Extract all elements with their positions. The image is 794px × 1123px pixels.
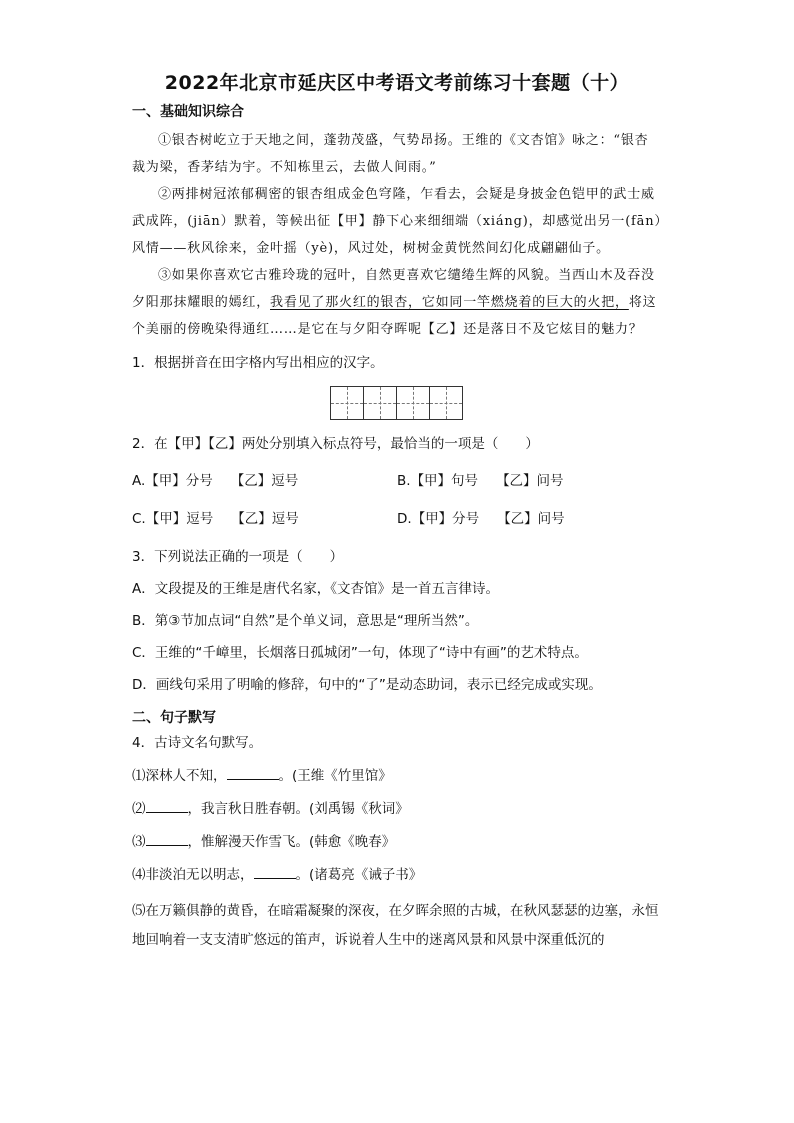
- option-a[interactable]: [132, 469, 397, 489]
- question-3: 3．下列说法正确的一项是（ ）: [132, 549, 344, 565]
- paragraph-3: [132, 262, 662, 343]
- option-part-jia: 【甲】分号: [411, 511, 480, 527]
- grid-cell[interactable]: [330, 386, 364, 420]
- paragraph-3-part-b: 将这个美丽的傍晚染得通红……是它在与夕阳夺晖呢【乙】还是落日不及它炫目的魅力？: [132, 295, 657, 337]
- underlined-sentence: 我看见了那火红的银杏，它如同一竿燃烧着的巨大的火把，: [270, 295, 629, 310]
- grid-cell[interactable]: [363, 386, 397, 420]
- doc-title: 2022年北京市延庆区中考语文考前练习十套题（十）: [164, 72, 630, 94]
- q3-option-a[interactable]: A．文段提及的王维是唐代名家，《文杏馆》是一首五言律诗。: [132, 581, 499, 597]
- section-heading-2: 二、句子默写: [132, 710, 216, 726]
- option-label: B.: [397, 473, 411, 489]
- tianzige-grid: [132, 386, 662, 420]
- answer-blank[interactable]: [227, 765, 279, 780]
- answer-blank[interactable]: [146, 798, 188, 813]
- q4-item-3: [132, 831, 662, 852]
- q3-option-c[interactable]: C．王维的“千嶂里，长烟落日孤城闭”一句，体现了“诗中有画”的艺术特点。: [132, 645, 588, 661]
- q3-option-d[interactable]: D．画线句采用了明喻的修辞，句中的“了”是动态助词，表示已经完成或实现。: [132, 677, 602, 693]
- item-suffix: ，惟解漫天作雪飞。(韩愈《晚春》: [187, 834, 396, 850]
- paragraph-3-part-a: ③如果你喜欢它古雅玲珑的冠叶，自然更喜欢它缱绻生辉的风貌。当西山木及吞没夕阳那抹耀眼的嫣红，: [132, 268, 655, 310]
- q4-item-1: [132, 765, 662, 786]
- option-label: C.: [132, 511, 146, 527]
- option-part-yi: 【乙】逗号: [230, 473, 299, 489]
- option-c[interactable]: [132, 507, 397, 527]
- paragraph-1: ①银杏树屹立于天地之间，蓬勃茂盛，气势昂扬。王维的《文杏馆》咏之：“银杏裁为梁，香茅结为宇。不知栋里云，去做人间雨。”: [132, 133, 649, 175]
- option-part-jia: 【甲】逗号: [145, 511, 214, 527]
- item-suffix: 。(王维《竹里馆》: [278, 768, 392, 784]
- option-part-yi: 【乙】问号: [496, 473, 564, 489]
- question-2-options: [132, 469, 662, 527]
- item-prefix: ⑴深林人不知，: [132, 768, 227, 784]
- q4-item-5: ⑸在万籁俱静的黄昏，在暗霜凝聚的深夜，在夕晖余照的古城，在秋风瑟瑟的边塞，永恒地回响着一支支清旷悠远的笛声，诉说着人生中的迷离风景和风景中深重低沉的: [132, 903, 659, 948]
- question-1: 1．根据拼音在田字格内写出相应的汉字。: [132, 355, 384, 371]
- option-d[interactable]: [397, 507, 662, 527]
- q4-item-2: [132, 798, 662, 819]
- q4-item-4: [132, 864, 662, 885]
- item-prefix: ⑷非淡泊无以明志，: [132, 867, 254, 883]
- grid-cell[interactable]: [396, 386, 430, 420]
- option-part-yi: 【乙】问号: [497, 511, 565, 527]
- grid-cell[interactable]: [429, 386, 463, 420]
- option-label: D.: [397, 511, 412, 527]
- option-part-jia: 【甲】句号: [410, 473, 479, 489]
- item-suffix: 。(诸葛亮《诫子书》: [295, 867, 423, 883]
- option-part-yi: 【乙】逗号: [231, 511, 299, 527]
- paragraph-2: ②两排树冠浓郁稠密的银杏组成金色穹隆，乍看去，会疑是身披金色铠甲的武士威武成阵，(jiān）默着，等候出征【甲】静下心来细细端（xiáng)，却感觉出另一(fān）风情——秋风徐来，金叶摇（yè)，风过处，树树金黄恍然间幻化成翩翩仙子。: [132, 187, 662, 256]
- option-part-jia: 【甲】分号: [145, 473, 213, 489]
- option-label: A.: [132, 473, 146, 489]
- option-b[interactable]: [397, 469, 662, 489]
- question-2: 2．在【甲】【乙】两处分别填入标点符号，最恰当的一项是（ ）: [132, 436, 539, 452]
- question-4: 4．古诗文名句默写。: [132, 735, 263, 751]
- item-prefix: ⑵: [132, 801, 146, 817]
- answer-blank[interactable]: [254, 864, 296, 879]
- item-prefix: ⑶: [132, 834, 146, 850]
- answer-blank[interactable]: [146, 831, 188, 846]
- q3-option-b[interactable]: B．第③节加点词“自然”是个单义词，意思是“理所当然”。: [132, 613, 479, 629]
- item-suffix: ，我言秋日胜春朝。(刘禹锡《秋词》: [187, 801, 409, 817]
- section-heading-1: 一、基础知识综合: [132, 104, 244, 120]
